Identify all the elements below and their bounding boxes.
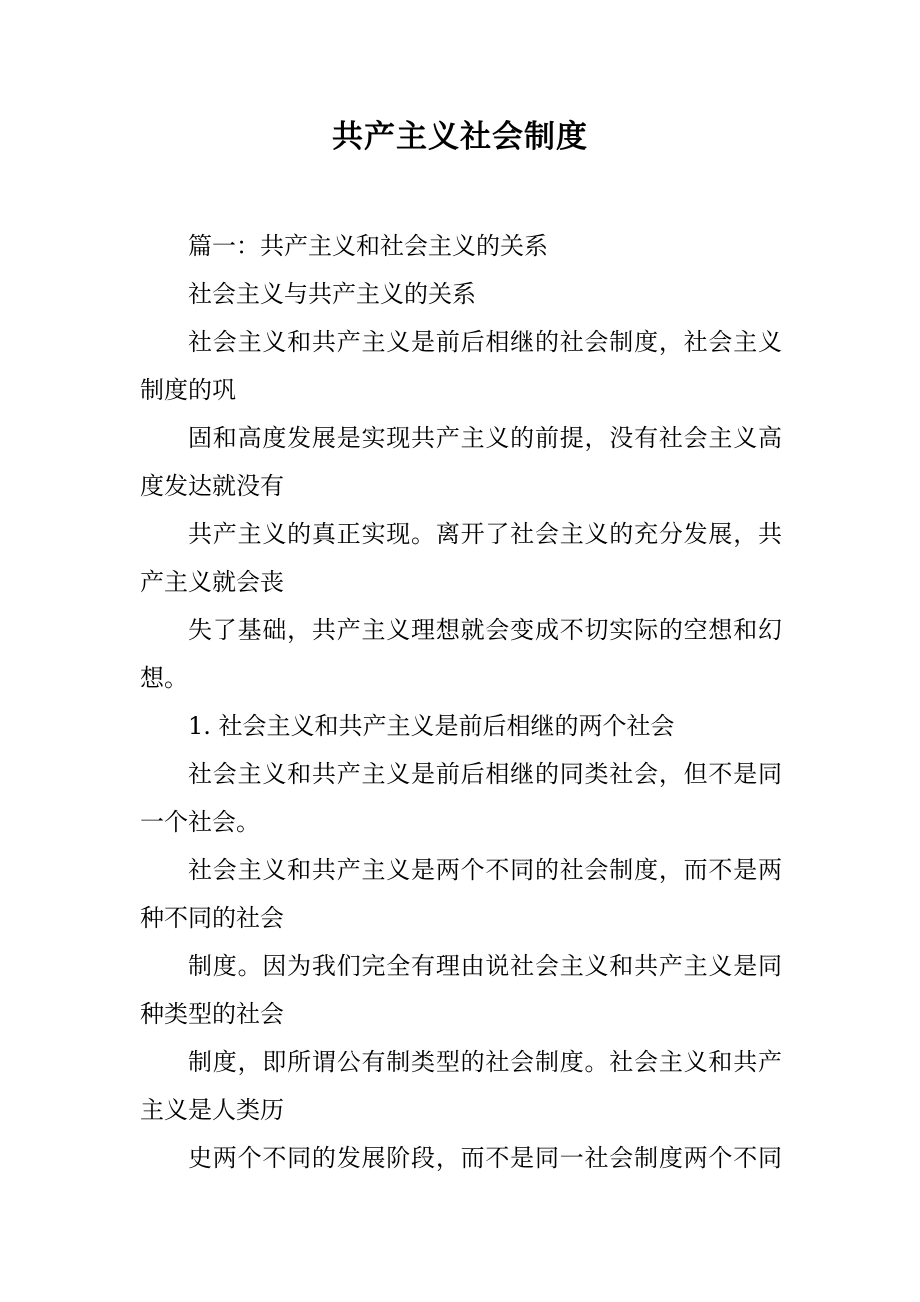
paragraph-line: 共产主义的真正实现。离开了社会主义的充分发展，共 <box>188 520 782 548</box>
paragraph-line: 固和高度发展是实现共产主义的前提，没有社会主义高 <box>188 424 782 452</box>
paragraph-line: 种类型的社会 <box>140 1000 284 1028</box>
document-body <box>140 222 782 1182</box>
paragraph-line: 制度，即所谓公有制类型的社会制度。社会主义和共产 <box>188 1048 782 1076</box>
paragraph-line: 社会主义和共产主义是前后相继的社会制度，社会主义 <box>188 328 782 356</box>
paragraph-line: 度发达就没有 <box>140 472 284 500</box>
paragraph-line: 社会主义和共产主义是前后相继的同类社会，但不是同 <box>188 760 782 788</box>
paragraph-line: 社会主义与共产主义的关系 <box>188 280 476 308</box>
document-title: 共产主义社会制度 <box>332 119 588 155</box>
paragraph-line: 失了基础，共产主义理想就会变成不切实际的空想和幻 <box>188 616 782 644</box>
paragraph-line: 制度。因为我们完全有理由说社会主义和共产主义是同 <box>188 952 782 980</box>
paragraph-line: 篇一：共产主义和社会主义的关系 <box>188 232 548 260</box>
paragraph-line: 主义是人类历 <box>140 1096 284 1124</box>
paragraph-line: 想。 <box>140 664 188 692</box>
paragraph-line: 史两个不同的发展阶段，而不是同一社会制度两个不同 <box>188 1144 782 1172</box>
paragraph-line: 种不同的社会 <box>140 904 284 932</box>
paragraph-line: 1. 社会主义和共产主义是前后相继的两个社会 <box>188 712 675 740</box>
paragraph-line: 制度的巩 <box>140 376 236 404</box>
paragraph-line: 一个社会。 <box>140 808 260 836</box>
paragraph-line: 社会主义和共产主义是两个不同的社会制度，而不是两 <box>188 856 782 884</box>
paragraph-line: 产主义就会丧 <box>140 568 284 596</box>
